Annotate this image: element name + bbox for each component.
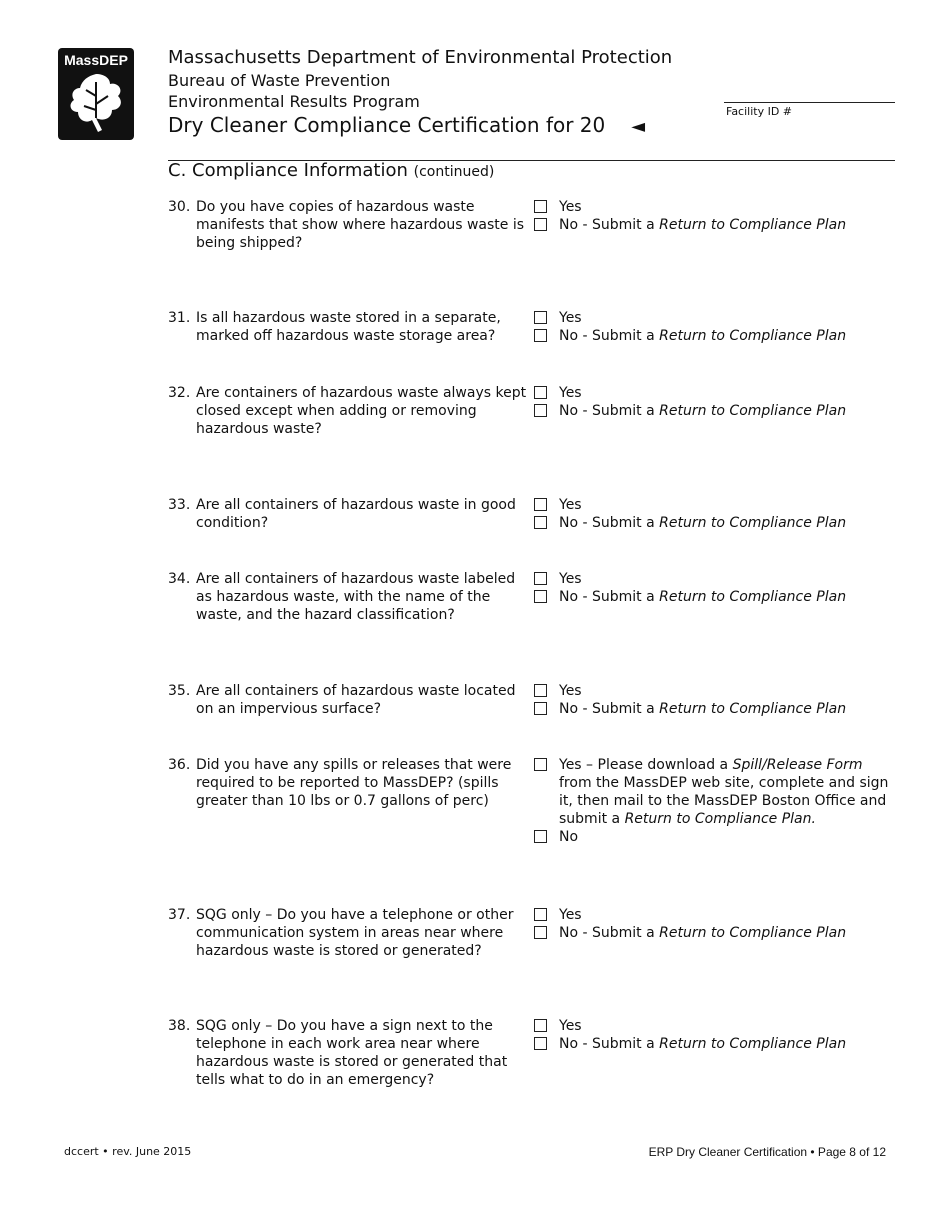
section-title-text: C. Compliance Information <box>168 160 408 181</box>
option-yes[interactable] <box>533 198 893 216</box>
question-number: 33. <box>168 497 191 513</box>
bureau-name: Bureau of Waste Prevention <box>168 71 391 90</box>
yes-instruction-cont: from the MassDEP web site, complete and sign it, then mail to the MassDEP Boston Office and submit a <box>559 775 889 827</box>
option-no[interactable] <box>533 700 893 718</box>
plan-label: Return to Compliance Plan <box>659 701 847 717</box>
no-label: No - Submit a <box>559 515 660 531</box>
question-number: 35. <box>168 683 191 699</box>
no-checkbox[interactable] <box>534 830 547 843</box>
no-label: No - Submit a <box>559 701 660 717</box>
form-title <box>168 113 645 137</box>
plan-label: Return to Compliance Plan <box>659 589 847 605</box>
question-number: 31. <box>168 310 191 326</box>
spill-release-form-label: Spill/Release Form <box>732 757 863 773</box>
no-label: No - Submit a <box>559 217 660 233</box>
option-no[interactable] <box>533 588 893 606</box>
yes-label: Yes <box>559 907 582 923</box>
yes-label: Yes <box>559 385 582 401</box>
option-no[interactable] <box>533 514 893 532</box>
question-text: Are containers of hazardous waste always kept closed except when adding or removing hazardous waste? <box>196 385 527 437</box>
question-34-options <box>533 570 893 606</box>
plan-label: Return to Compliance Plan <box>659 217 847 233</box>
option-yes[interactable] <box>533 496 893 514</box>
program-name: Environmental Results Program <box>168 92 420 111</box>
no-checkbox[interactable] <box>534 329 547 342</box>
no-label: No - Submit a <box>559 1036 660 1052</box>
question-number: 32. <box>168 385 191 401</box>
plan-label: Return to Compliance Plan <box>659 328 847 344</box>
question-text: Are all containers of hazardous waste in good condition? <box>196 497 516 531</box>
plan-label: Return to Compliance Plan <box>659 403 847 419</box>
plan-label: Return to Compliance Plan <box>659 515 847 531</box>
question-32-options <box>533 384 893 420</box>
yes-label: Yes <box>559 1018 582 1034</box>
yes-checkbox[interactable] <box>534 1019 547 1032</box>
question-33-options <box>533 496 893 532</box>
question-text: Are all containers of hazardous waste labeled as hazardous waste, with the name of the waste, and the hazard classification? <box>196 571 516 623</box>
option-yes[interactable] <box>533 682 893 700</box>
option-yes[interactable] <box>533 309 893 327</box>
yes-instruction: Yes – Please download a <box>559 757 733 773</box>
yes-checkbox[interactable] <box>534 311 547 324</box>
plan-label: Return to Compliance Plan <box>659 1036 847 1052</box>
question-31-options <box>533 309 893 345</box>
question-37-options <box>533 906 893 942</box>
yes-checkbox[interactable] <box>534 200 547 213</box>
question-text: Are all containers of hazardous waste located on an impervious surface? <box>196 683 516 717</box>
agency-name: Massachusetts Department of Environmental Protection <box>168 47 673 68</box>
yes-label: Yes <box>559 199 582 215</box>
question-number: 30. <box>168 199 191 215</box>
no-checkbox[interactable] <box>534 702 547 715</box>
no-checkbox[interactable] <box>534 404 547 417</box>
no-checkbox[interactable] <box>534 590 547 603</box>
no-checkbox[interactable] <box>534 516 547 529</box>
question-36-options <box>533 756 893 846</box>
section-title <box>168 160 494 181</box>
question-30-options <box>533 198 893 234</box>
footer-revision: dccert • rev. June 2015 <box>64 1145 192 1158</box>
yes-checkbox[interactable] <box>534 758 547 771</box>
no-label: No <box>559 829 579 845</box>
facility-id-label: Facility ID # <box>726 105 793 118</box>
no-label: No - Submit a <box>559 589 660 605</box>
plan-label: Return to Compliance Plan. <box>624 811 816 827</box>
no-label: No - Submit a <box>559 925 660 941</box>
yes-label: Yes <box>559 571 582 587</box>
question-number: 37. <box>168 907 191 923</box>
option-yes[interactable] <box>533 570 893 588</box>
footer-page-info: ERP Dry Cleaner Certification • Page 8 of 12 <box>648 1145 886 1159</box>
massdep-logo <box>58 48 134 140</box>
option-no[interactable] <box>533 1035 893 1053</box>
yes-label: Yes <box>559 497 582 513</box>
question-text: Do you have copies of hazardous waste manifests that show where hazardous waste is being shipped? <box>196 199 525 251</box>
yes-checkbox[interactable] <box>534 572 547 585</box>
no-checkbox[interactable] <box>534 926 547 939</box>
question-35-options <box>533 682 893 718</box>
yes-label: Yes <box>559 683 582 699</box>
option-no[interactable] <box>533 402 893 420</box>
question-number: 34. <box>168 571 191 587</box>
no-checkbox[interactable] <box>534 1037 547 1050</box>
question-number: 38. <box>168 1018 191 1034</box>
option-yes[interactable] <box>533 1017 893 1035</box>
section-title-suffix: (continued) <box>413 164 495 180</box>
yes-checkbox[interactable] <box>534 498 547 511</box>
question-38-options <box>533 1017 893 1053</box>
question-number: 36. <box>168 757 191 773</box>
arrow-left-icon: ◄ <box>631 116 646 137</box>
yes-label: Yes <box>559 310 582 326</box>
option-yes[interactable] <box>533 384 893 402</box>
question-text: SQG only – Do you have a telephone or other communication system in areas near where hazardous waste is stored or generated? <box>196 907 514 959</box>
option-no[interactable] <box>533 327 893 345</box>
form-title-text: Dry Cleaner Compliance Certification for 20 <box>168 113 606 137</box>
yes-checkbox[interactable] <box>534 684 547 697</box>
no-label: No - Submit a <box>559 328 660 344</box>
facility-id-field[interactable] <box>724 102 895 103</box>
question-text: SQG only – Do you have a sign next to the telephone in each work area near where hazardous waste is stored or generated that tells what to do in an emergency? <box>196 1018 508 1088</box>
option-no[interactable] <box>533 828 893 846</box>
option-no[interactable] <box>533 216 893 234</box>
logo-text: MassDEP <box>64 52 128 68</box>
no-checkbox[interactable] <box>534 218 547 231</box>
question-text: Is all hazardous waste stored in a separate, marked off hazardous waste storage area? <box>196 310 501 344</box>
no-label: No - Submit a <box>559 403 660 419</box>
plan-label: Return to Compliance Plan <box>659 925 847 941</box>
option-no[interactable] <box>533 924 893 942</box>
option-yes[interactable] <box>533 906 893 924</box>
option-yes[interactable] <box>533 756 893 828</box>
yes-checkbox[interactable] <box>534 386 547 399</box>
yes-checkbox[interactable] <box>534 908 547 921</box>
question-text: Did you have any spills or releases that were required to be reported to MassDEP? (spills greater than 10 lbs or 0.7 gallons of perc) <box>196 757 512 809</box>
